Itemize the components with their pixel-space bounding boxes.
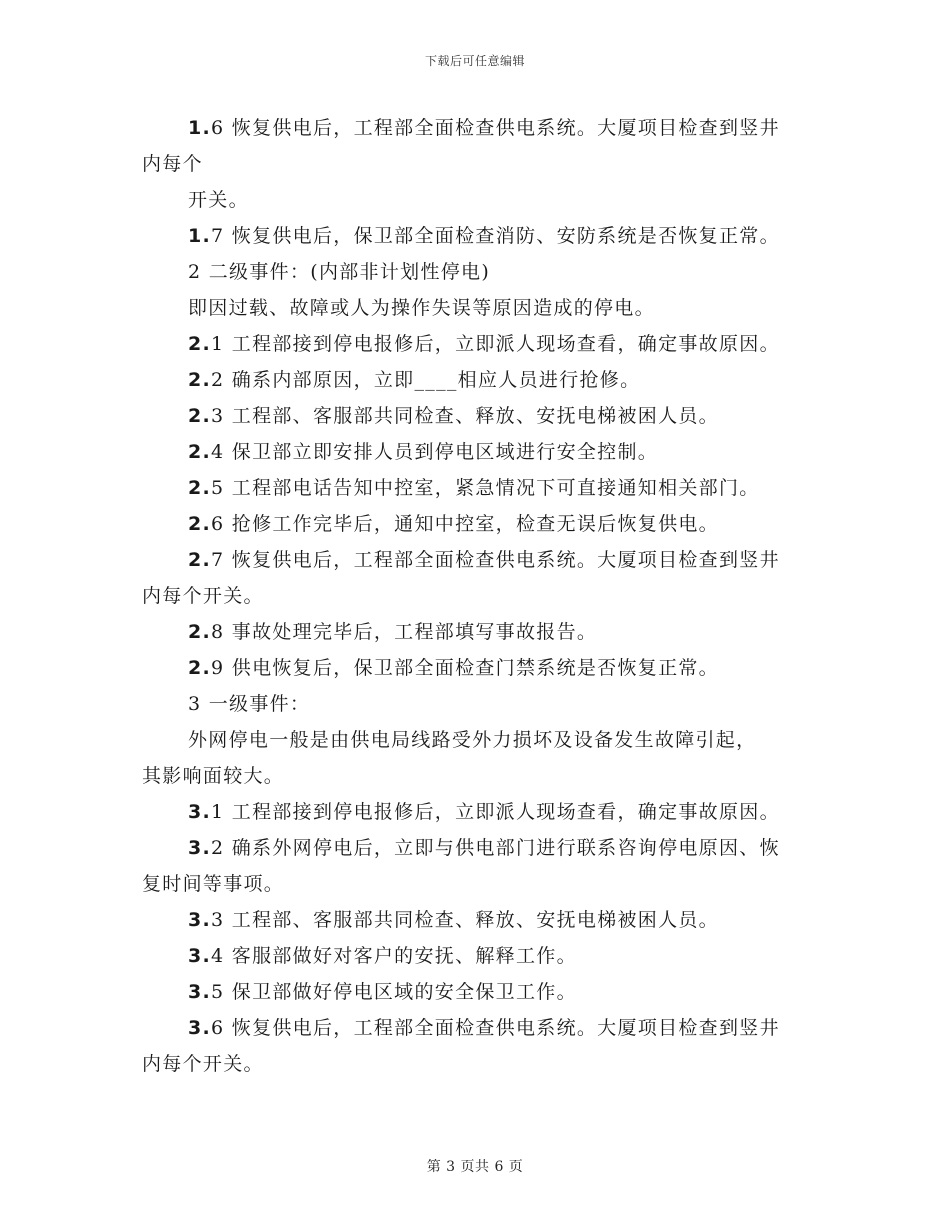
section-number: 3. [188,1017,212,1039]
text-line [142,758,814,794]
line-text: 内每个 [142,153,203,175]
line-text: 3 一级事件： [188,693,311,715]
section-number: 2. [188,405,212,427]
document-body [142,110,814,1082]
line-text: 3 工程部、客服部共同检查、释放、安抚电梯被困人员。 [211,909,719,931]
text-line [142,578,814,614]
text-line [142,506,814,542]
text-line [142,1010,814,1046]
line-text: 1 工程部接到停电报修后，立即派人现场查看，确定事故原因。 [211,801,780,823]
section-number: 2. [188,369,212,391]
text-line [142,218,814,254]
line-text: 6 恢复供电后，工程部全面检查供电系统。大厦项目检查到竖井 [211,1017,780,1039]
section-number: 1. [188,117,212,139]
section-number: 3. [188,981,212,1003]
text-line [142,938,814,974]
section-number: 2. [188,477,212,499]
line-text: 5 保卫部做好停电区域的安全保卫工作。 [211,981,577,1003]
line-text: 5 工程部电话告知中控室，紧急情况下可直接通知相关部门。 [211,477,760,499]
section-number: 1. [188,225,212,247]
section-number: 2. [188,657,212,679]
line-text: 4 保卫部立即安排人员到停电区域进行安全控制。 [211,441,659,463]
line-text: 1 工程部接到停电报修后，立即派人现场查看，确定事故原因。 [211,333,780,355]
page-footer: 第 3 页共 6 页 [426,1159,524,1175]
text-line [142,434,814,470]
section-number: 2. [188,621,212,643]
line-text: 3 工程部、客服部共同检查、释放、安抚电梯被困人员。 [211,405,719,427]
line-text: 2 二级事件：(内部非计划性停电) [188,261,491,283]
text-line [142,182,814,218]
text-line [142,470,814,506]
line-text: 复时间等事项。 [142,873,285,895]
line-text: 外网停电一般是由供电局线路受外力损坏及设备发生故障引起， [188,729,757,751]
section-number: 3. [188,837,212,859]
line-text: 4 客服部做好对客户的安抚、解释工作。 [211,945,577,967]
line-text: 7 恢复供电后，工程部全面检查供电系统。大厦项目检查到竖井 [211,549,780,571]
line-text: 9 供电恢复后，保卫部全面检查门禁系统是否恢复正常。 [211,657,719,679]
section-number: 3. [188,909,212,931]
section-number: 2. [188,441,212,463]
text-line [142,362,814,398]
text-line [142,398,814,434]
page-header: 下载后可任意编辑 [424,54,525,68]
text-line [142,866,814,902]
line-text: 6 恢复供电后，工程部全面检查供电系统。大厦项目检查到竖井 [211,117,780,139]
text-line [142,542,814,578]
text-line [142,146,814,182]
text-line [142,722,814,758]
text-line [142,794,814,830]
line-text: 2 确系外网停电后，立即与供电部门进行联系咨询停电原因、恢 [211,837,780,859]
line-text: 即因过载、故障或人为操作失误等原因造成的停电。 [188,297,655,319]
line-text: 6 抢修工作完毕后，通知中控室，检查无误后恢复供电。 [211,513,719,535]
text-line [142,110,814,146]
line-text: 其影响面较大。 [142,765,285,787]
section-number: 2. [188,333,212,355]
line-text: 内每个开关。 [142,585,264,607]
text-line [142,830,814,866]
line-text: 8 事故处理完毕后，工程部填写事故报告。 [211,621,598,643]
section-number: 2. [188,513,212,535]
text-line [142,326,814,362]
line-text: 2 确系内部原因，立即____相应人员进行抢修。 [211,369,641,391]
text-line [142,902,814,938]
text-line [142,254,814,290]
section-number: 3. [188,945,212,967]
text-line [142,650,814,686]
section-number: 3. [188,801,212,823]
line-text: 开关。 [188,189,249,211]
text-line [142,1046,814,1082]
line-text: 7 恢复供电后，保卫部全面检查消防、安防系统是否恢复正常。 [211,225,780,247]
text-line [142,290,814,326]
text-line [142,686,814,722]
line-text: 内每个开关。 [142,1053,264,1075]
section-number: 2. [188,549,212,571]
text-line [142,614,814,650]
text-line [142,974,814,1010]
